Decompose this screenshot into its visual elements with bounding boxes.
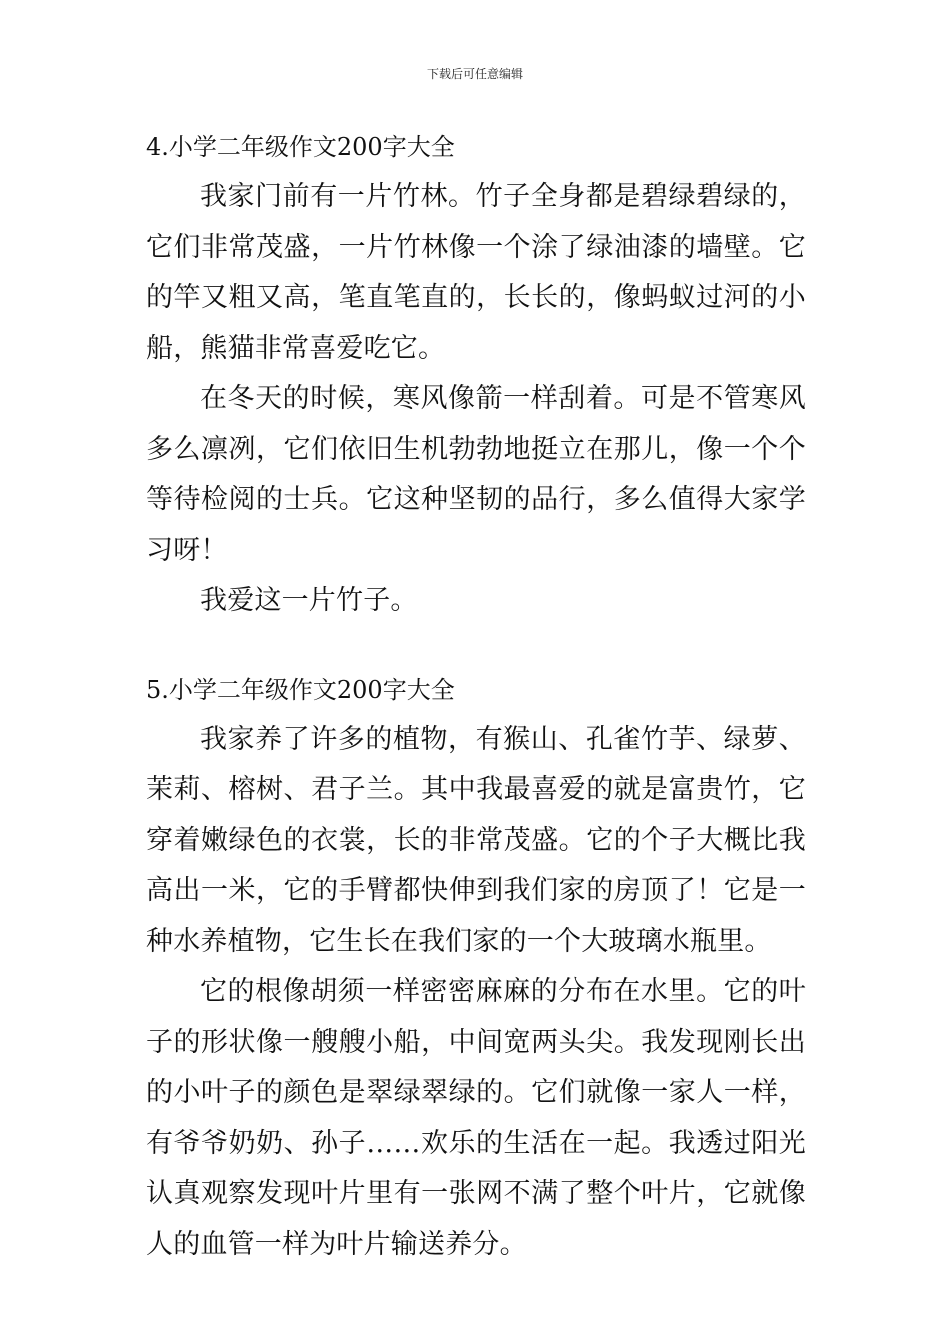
paragraph: 它的根像胡须一样密密麻麻的分布在水里。它的叶子的形状像一艘艘小船，中间宽两头尖。我发现刚长出的小叶子的颜色是翠绿翠绿的。它们就像一家人一样，有爷爷奶奶、孙子……欢乐的生活在一起。我透过阳光认真观察发现叶片里有一张网不满了整个叶片，它就像人的血管一样为叶片输送养分。: [146, 976, 806, 1260]
section-title: 5.小学二年级作文200字大全: [146, 675, 455, 704]
paragraph: 我家门前有一片竹林。竹子全身都是碧绿碧绿的，它们非常茂盛，一片竹林像一个涂了绿油漆的墙壁。它的竿又粗又高，笔直笔直的，长长的，像蚂蚁过河的小船，熊猫非常喜爱吃它。: [146, 181, 806, 364]
paragraph: 我爱这一片竹子。: [200, 585, 418, 616]
essay-section-4: [146, 122, 806, 627]
section-title: 4.小学二年级作文200字大全: [146, 133, 455, 161]
paragraph: 我家养了许多的植物，有猴山、孔雀竹芋、绿萝、茉莉、榕树、君子兰。其中我最喜爱的就是富贵竹，它穿着嫩绿色的衣裳，长的非常茂盛。它的个子大概比我高出一米，它的手臂都快伸到我们家的房顶了！它是一种水养植物，它生长在我们家的一个大玻璃水瓶里。: [146, 723, 806, 957]
essay-section-5: [146, 665, 806, 1271]
paragraph: 在冬天的时候，寒风像箭一样刮着。可是不管寒风多么凛冽，它们依旧生机勃勃地挺立在那儿，像一个个等待检阅的士兵。它这种坚韧的品行，多么值得大家学习呀！: [146, 383, 806, 566]
document-body: [146, 122, 806, 1270]
page-header: 下载后可任意编辑: [426, 67, 523, 81]
